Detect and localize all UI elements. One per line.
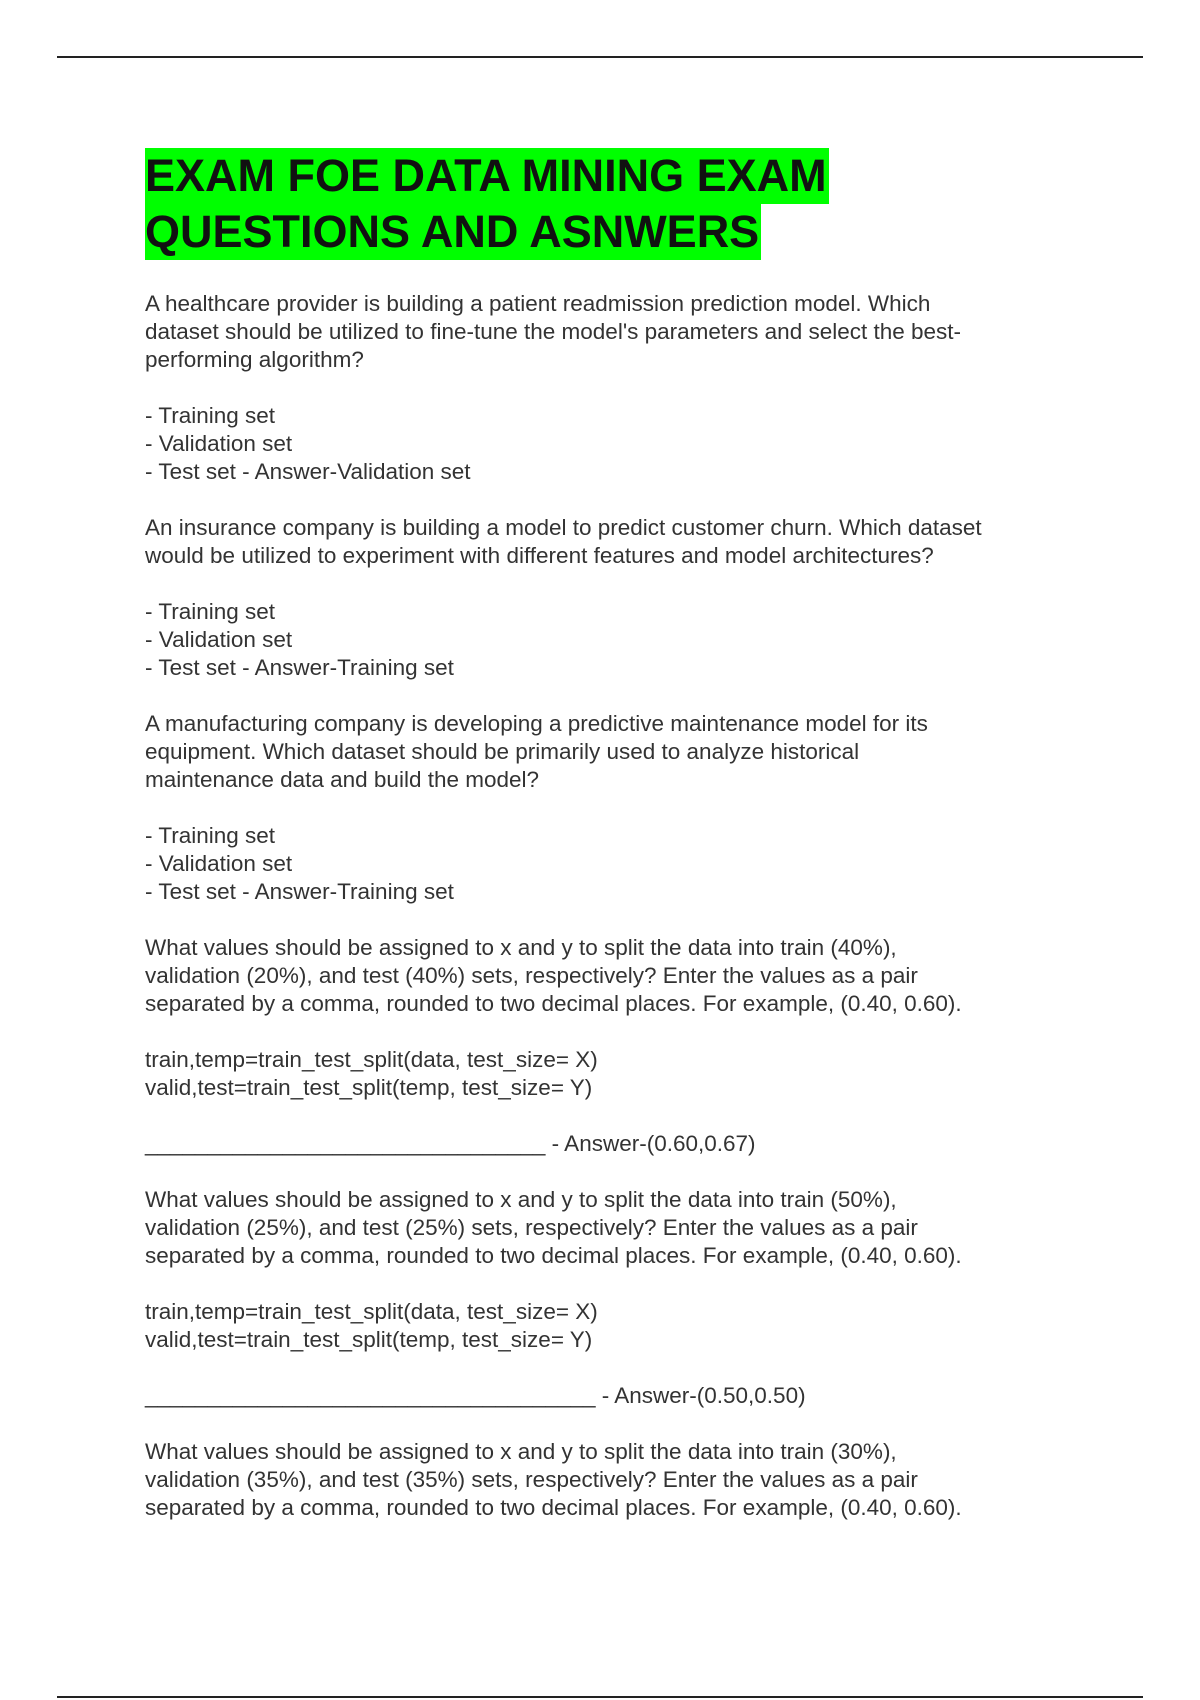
answer-line: ____________________________________ - Answer-(0.50,0.50) — [145, 1383, 806, 1408]
answer-options: - Training set - Validation set - Test set - Answer-Training set — [145, 823, 454, 904]
question-text: An insurance company is building a model to predict customer churn. Which dataset would be utilized to experiment with different features and model architectures? — [145, 515, 982, 568]
question-block-1 — [145, 290, 1075, 486]
question-text: A healthcare provider is building a patient readmission prediction model. Which dataset should be utilized to fine-tune the model's parameters and select the best- performing algorithm? — [145, 291, 962, 372]
question-text: What values should be assigned to x and y to split the data into train (40%), validation (20%), and test (40%) sets, respectively? Enter the values as a pair separated by a comma, rounded to two decimal places. For example, (0.40, 0.60). — [145, 935, 962, 1016]
answer-line: ________________________________ - Answer-(0.60,0.67) — [145, 1131, 756, 1156]
question-block-5 — [145, 1186, 1075, 1410]
question-block-4 — [145, 934, 1075, 1158]
title-line-2: QUESTIONS AND ASNWERS — [145, 204, 761, 260]
question-text: What values should be assigned to x and y to split the data into train (50%), validation (25%), and test (25%) sets, respectively? Enter the values as a pair separated by a comma, rounded to two decimal places. For example, (0.40, 0.60). — [145, 1187, 962, 1268]
document-title — [145, 148, 1075, 260]
code-snippet: train,temp=train_test_split(data, test_size= X) valid,test=train_test_split(temp, test_size= Y) — [145, 1047, 598, 1100]
question-text: What values should be assigned to x and y to split the data into train (30%), validation (35%), and test (35%) sets, respectively? Enter the values as a pair separated by a comma, rounded to two decimal places. For example, (0.40, 0.60). — [145, 1439, 962, 1520]
answer-options: - Training set - Validation set - Test set - Answer-Training set — [145, 599, 454, 680]
bottom-rule — [57, 1696, 1143, 1698]
question-text: A manufacturing company is developing a predictive maintenance model for its equipment. Which dataset should be primarily used to analyze historical maintenance data and build the model? — [145, 711, 928, 792]
code-snippet: train,temp=train_test_split(data, test_size= X) valid,test=train_test_split(temp, test_size= Y) — [145, 1299, 598, 1352]
title-line-1: EXAM FOE DATA MINING EXAM — [145, 148, 829, 204]
question-block-2 — [145, 514, 1075, 682]
top-rule — [57, 56, 1143, 58]
answer-options: - Training set - Validation set - Test set - Answer-Validation set — [145, 403, 471, 484]
document-body — [145, 148, 1075, 1522]
question-block-6 — [145, 1438, 1075, 1522]
question-block-3 — [145, 710, 1075, 906]
